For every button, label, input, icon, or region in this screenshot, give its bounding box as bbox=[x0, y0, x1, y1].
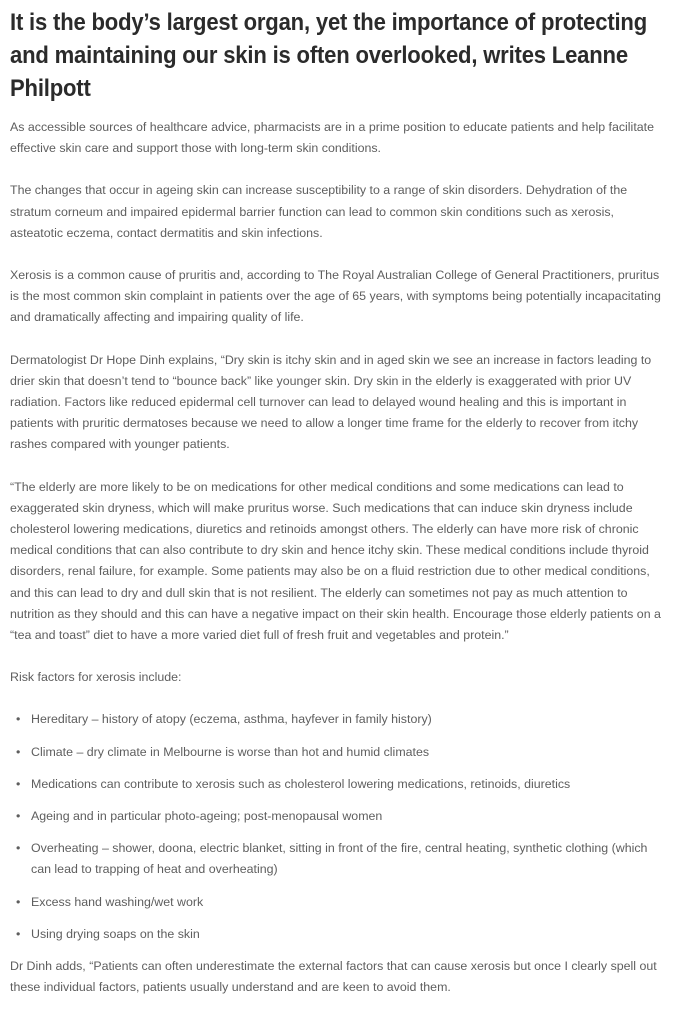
list-item-text: Overheating – shower, doona, electric blanket, sitting in front of the fire, central heating, synthetic clothing (which can lead to trapping of heat and overheating) bbox=[31, 841, 648, 877]
bullet-icon: • bbox=[16, 776, 21, 791]
list-item bbox=[10, 742, 666, 763]
paragraph-medications-quote: “The elderly are more likely to be on medications for other medical conditions and some medications can lead to exaggerated skin dryness, which will make pruritus worse. Such medications that can induce skin dryness include cholesterol lowering medications, diuretics and retinoids amongst others. The elderly can have more risk of chronic medical conditions that can also contribute to dry skin and hence itchy skin. These medical conditions include thyroid disorders, renal failure, for example. Some patients may also be on a fluid restriction due to other medical conditions, and this can lead to dry and dull skin that is not resilient. The elderly can sometimes not pay as much attention to nutrition as they should and this can have a negative impact on their skin health. Encourage those elderly patients on a “tea and toast” diet to have a more varied diet full of fresh fruit and vegetables and protein.” bbox=[10, 479, 661, 643]
list-item-text: Climate – dry climate in Melbourne is worse than hot and humid climates bbox=[31, 744, 430, 759]
bullet-icon: • bbox=[16, 744, 21, 759]
article-body bbox=[10, 117, 666, 999]
risk-factors-list bbox=[10, 709, 666, 945]
paragraph-intro: As accessible sources of healthcare advice, pharmacists are in a prime position to educate patients and help facilitate effective skin care and support those with long-term skin conditions. bbox=[10, 120, 654, 156]
bullet-icon: • bbox=[16, 712, 21, 727]
article bbox=[10, 6, 666, 999]
list-item-text: Medications can contribute to xerosis such as cholesterol lowering medications, retinoids, diuretics bbox=[31, 776, 571, 791]
bullet-icon: • bbox=[16, 809, 21, 824]
list-item bbox=[10, 774, 666, 795]
list-item bbox=[10, 838, 666, 880]
list-item-text: Using drying soaps on the skin bbox=[31, 926, 200, 941]
list-item bbox=[10, 709, 666, 730]
list-item bbox=[10, 892, 666, 913]
list-item-text: Excess hand washing/wet work bbox=[31, 894, 204, 909]
article-headline: It is the body’s largest organ, yet the importance of protecting and maintaining our skin is often overlooked, writes Leanne Philpott bbox=[10, 9, 648, 102]
list-item-text: Ageing and in particular photo-ageing; post-menopausal women bbox=[31, 809, 383, 824]
list-item bbox=[10, 924, 666, 945]
paragraph-xerosis: Xerosis is a common cause of pruritis and, according to The Royal Australian College of General Practitioners, pruritus is the most common skin complaint in patients over the age of 65 years, with symptoms being potentially incapacitating and dramatically affecting and impairing quality of life. bbox=[10, 268, 661, 325]
paragraph-dermatologist-quote: Dermatologist Dr Hope Dinh explains, “Dry skin is itchy skin and in aged skin we see an increase in factors leading to drier skin that doesn’t tend to “bounce back” like younger skin. Dry skin in the elderly is exaggerated with prior UV radiation. Factors like reduced epidermal cell turnover can lead to delayed wound healing and this is important in patients with pruritic dermatoses because we need to allow a longer time frame for the elderly to recover from itchy rashes compared with younger patients. bbox=[10, 352, 652, 452]
bullet-icon: • bbox=[16, 894, 21, 909]
paragraph-closing-quote: Dr Dinh adds, “Patients can often underestimate the external factors that can cause xerosis but once I clearly spell out these individual factors, patients usually understand and are keen to avoid them. bbox=[10, 959, 657, 995]
list-item-text: Hereditary – history of atopy (eczema, asthma, hayfever in family history) bbox=[31, 712, 432, 727]
paragraph-ageing-skin: The changes that occur in ageing skin can increase susceptibility to a range of skin disorders. Dehydration of the stratum corneum and impaired epidermal barrier function can lead to common skin conditions such as xerosis, asteatotic eczema, contact dermatitis and skin infections. bbox=[10, 183, 628, 240]
paragraph-risk-intro: Risk factors for xerosis include: bbox=[10, 670, 182, 685]
list-item bbox=[10, 806, 666, 827]
bullet-icon: • bbox=[16, 926, 21, 941]
bullet-icon: • bbox=[16, 841, 21, 856]
